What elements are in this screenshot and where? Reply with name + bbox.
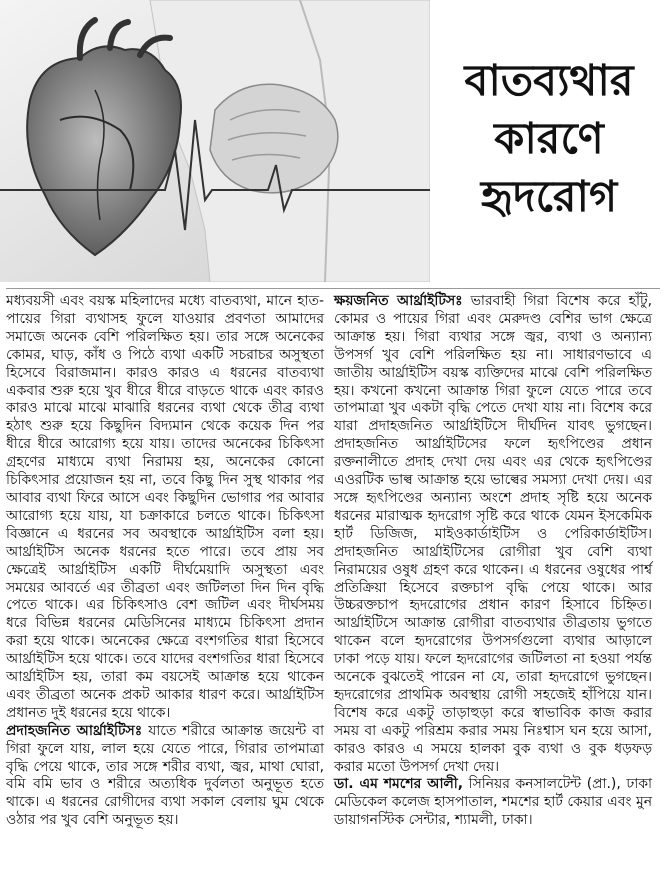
degenerative-arthritis-paragraph <box>334 293 652 776</box>
headline <box>438 52 660 226</box>
degenerative-arthritis-text: ভারবাহী গিরা বিশেষ করে হাঁটু, কোমর ও পায়ের গিরা এবং মেরুদণ্ড বেশির ভাগ ক্ষেত্রে আক্রান্ত হয়। গিরা ব্যথার সঙ্গে জ্বর, ব্যথা ও অন্যান্য উপসর্গ খুব বেশি পরিলক্ষিত হয় না। সাধারণভাবে এ জাতীয় আর্থ্রাইটিস বয়স্ক ব্যক্তিদের মাঝে বেশি পরিলক্ষিত হয়। কখনো কখনো আক্রান্ত গিরা ফুলে যেতে পারে তবে তাপমাত্রা খুব একটা বৃদ্ধি পেতে দেখা যায় না। বিশেষ করে যারা প্রদাহজনিত আর্থ্রাইটিসে দীর্ঘদিন যাবৎ ভুগছেন। প্রদাহজনিত আর্থ্রাইটিসের ফলে হৃৎপিণ্ডের প্রধান রক্তনালীতে প্রদাহ দেখা দেয় এবং এর থেকে হৃৎপিণ্ডের এওরটিক ভাল্ব আক্রান্ত হয়ে ভাল্বের সমস্যা দেখা দেয়। এর সঙ্গে হৃৎপিণ্ডের অন্যান্য অংশে প্রদাহ সৃষ্টি হয়ে অনেক ধরনের মারাত্মক হৃদরোগ সৃষ্টি করে থাকে যেমন ইসকেমিক হার্ট ডিজিজ, মাইওকার্ডাইটিস ও পেরিকার্ডাইটিস। প্রদাহজনিত আর্থ্রাইটিসের রোগীরা খুব বেশি ব্যথা নিরাময়ের ওষুধ গ্রহণ করে থাকেন। এ ধরনের ওষুধের পার্শ্ব প্রতিক্রিয়া হিসেবে রক্তচাপ বৃদ্ধি পেয়ে থাকে। আর উচ্চরক্তচাপ হৃদরোগের প্রধান কারণ হিসাবে চিহ্নিত। আর্থ্রাইটিসে আক্রান্ত রোগীরা বাতব্যথার তীব্রতায় ভুগতে থাকেন বলে হৃদরোগের উপসর্গগুলো ব্যথার আড়ালে ঢাকা পড়ে যায়। ফলে হৃদরোগের জটিলতা না হওয়া পর্যন্ত অনেকে বুঝতেই পারেন না যে, তারা হৃদরোগে ভুগছেন। হৃদরোগের প্রাথমিক অবস্থায় রোগী সহজেই হাঁপিয়ে যান। বিশেষ করে একটু তাড়াহুড়া করে স্বাভাবিক কাজ করার সময় বা একটু পরিশ্রম করার সময় নিঃশ্বাস ঘন হয়ে আসা, কারও কারও এ সময়ে হালকা বুক ব্যথা ও বুক ধড়ফড় করার মতো উপসর্গ দেখা দেয়। <box>334 293 652 775</box>
inflammatory-arthritis-heading: প্রদাহজনিত আর্থ্রাইটিসঃ <box>6 722 143 739</box>
intro-paragraph: মধ্যবয়সী এবং বয়স্ক মহিলাদের মধ্যে বাতব্যথা, মানে হাত-পায়ের গিরা ব্যথাসহ ফুলে যাওয়ার প্রবণতা আমাদের সমাজে অনেক বেশি পরিলক্ষিত হয়। তার সঙ্গে অনেকের কোমর, ঘাড়, কাঁধ ও পিঠে ব্যথা একটি সচরাচর অসুস্থতা হিসেবে বিরাজমান। কারও কারও এ ধরনের বাতব্যথা একবার শুরু হয়ে খুব ধীরে ধীরে বাড়তে থাকে এবং কারও কারও মাঝে মাঝে মাঝারি ধরনের ব্যথা থেকে তীব্র ব্যথা হঠাৎ শুরু হয়ে কিছুদিন বিদ্যমান থেকে কয়েক দিন পর ধীরে ধীরে আরোগ্য হয়ে যায়। তাদের অনেকের চিকিৎসা গ্রহণের মাধ্যমে ব্যথা নিরাময় হয়, অনেকের কোনো চিকিৎসার প্রয়োজন হয় না, তবে কিছু দিন সুস্থ থাকার পর আবার ব্যথা ফিরে আসে এবং কিছুদিন ভোগার পর আবার আরোগ্য হয়ে যায়, যা চক্রাকারে চলতে থাকে। চিকিৎসা বিজ্ঞানে এ ধরনের সব অবস্থাকে আর্থ্রাইটিস বলা হয়। আর্থ্রাইটিস অনেক ধরনের হতে পারে। তবে প্রায় সব ক্ষেত্রেই আর্থ্রাইটিস একটি দীর্ঘমেয়াদি অসুস্থতা এবং সময়ের আবর্তে এর তীব্রতা এবং জটিলতা দিন দিন বৃদ্ধি পেতে থাকে। এর চিকিৎসাও বেশ জটিল এবং দীর্ঘসময় ধরে বিভিন্ন ধরনের মেডিসিনের মাধ্যমে চিকিৎসা প্রদান করা হয়ে থাকে। অনেকের ক্ষেত্রে বংশগতির ধারা হিসেবে আর্থ্রাইটিস হয়ে থাকে। তবে যাদের বংশগতির ধারা হিসেবে আর্থ্রাইটিস হয়, তারা কম বয়সেই আক্রান্ত হয়ে থাকেন এবং তীব্রতা অনেক প্রকট আকার ধারণ করে। আর্থ্রাইটিস প্রধানত দুই ধরনের হয়ে থাকে। <box>6 293 324 721</box>
inflammatory-arthritis-paragraph <box>6 723 324 830</box>
inflammatory-arthritis-text: যাতে শরীরে আক্রান্ত জয়েন্ট বা গিরা ফুলে যায়, লাল হয়ে যেতে পারে, গিরার তাপমাত্রা বৃদ্ধি পেয়ে থাকে, তার সঙ্গে শরীর ব্যথা, জ্বর, মাথা ঘোরা, বমি বমি ভাব ও শরীরে অত্যধিক দুর্বলতা অনুভূত হতে থাকে। এ ধরনের রোগীদের ব্যথা সকাল বেলায় ঘুম থেকে ওঠার পর খুব বেশি অনুভূত হয়। <box>6 722 324 829</box>
author-affiliation: সিনিয়র কনসালটেন্ট (প্রা.), ঢাকা মেডিকেল কলেজ হাসপাতাল, শমশের হার্ট কেয়ার এবং মুন ডায়াগনস্টিক সেন্টার, শ্যামলী, ঢাকা। <box>334 776 652 829</box>
headline-line-2: কারণে <box>494 114 604 164</box>
divider <box>6 288 660 289</box>
heart-ecg-artwork <box>0 0 430 282</box>
degenerative-arthritis-heading: ক্ষয়জনিত আর্থ্রাইটিসঃ <box>334 293 463 309</box>
headline-line-1: বাতব্যথার <box>464 56 634 106</box>
author-name: ডা. এম শমশের আলী, <box>334 776 464 793</box>
article-column-right <box>334 293 652 830</box>
heart-illustration <box>0 0 430 282</box>
headline-line-3: হৃদরোগ <box>480 172 618 222</box>
author-credit <box>334 776 652 830</box>
article-column-left <box>6 293 324 830</box>
